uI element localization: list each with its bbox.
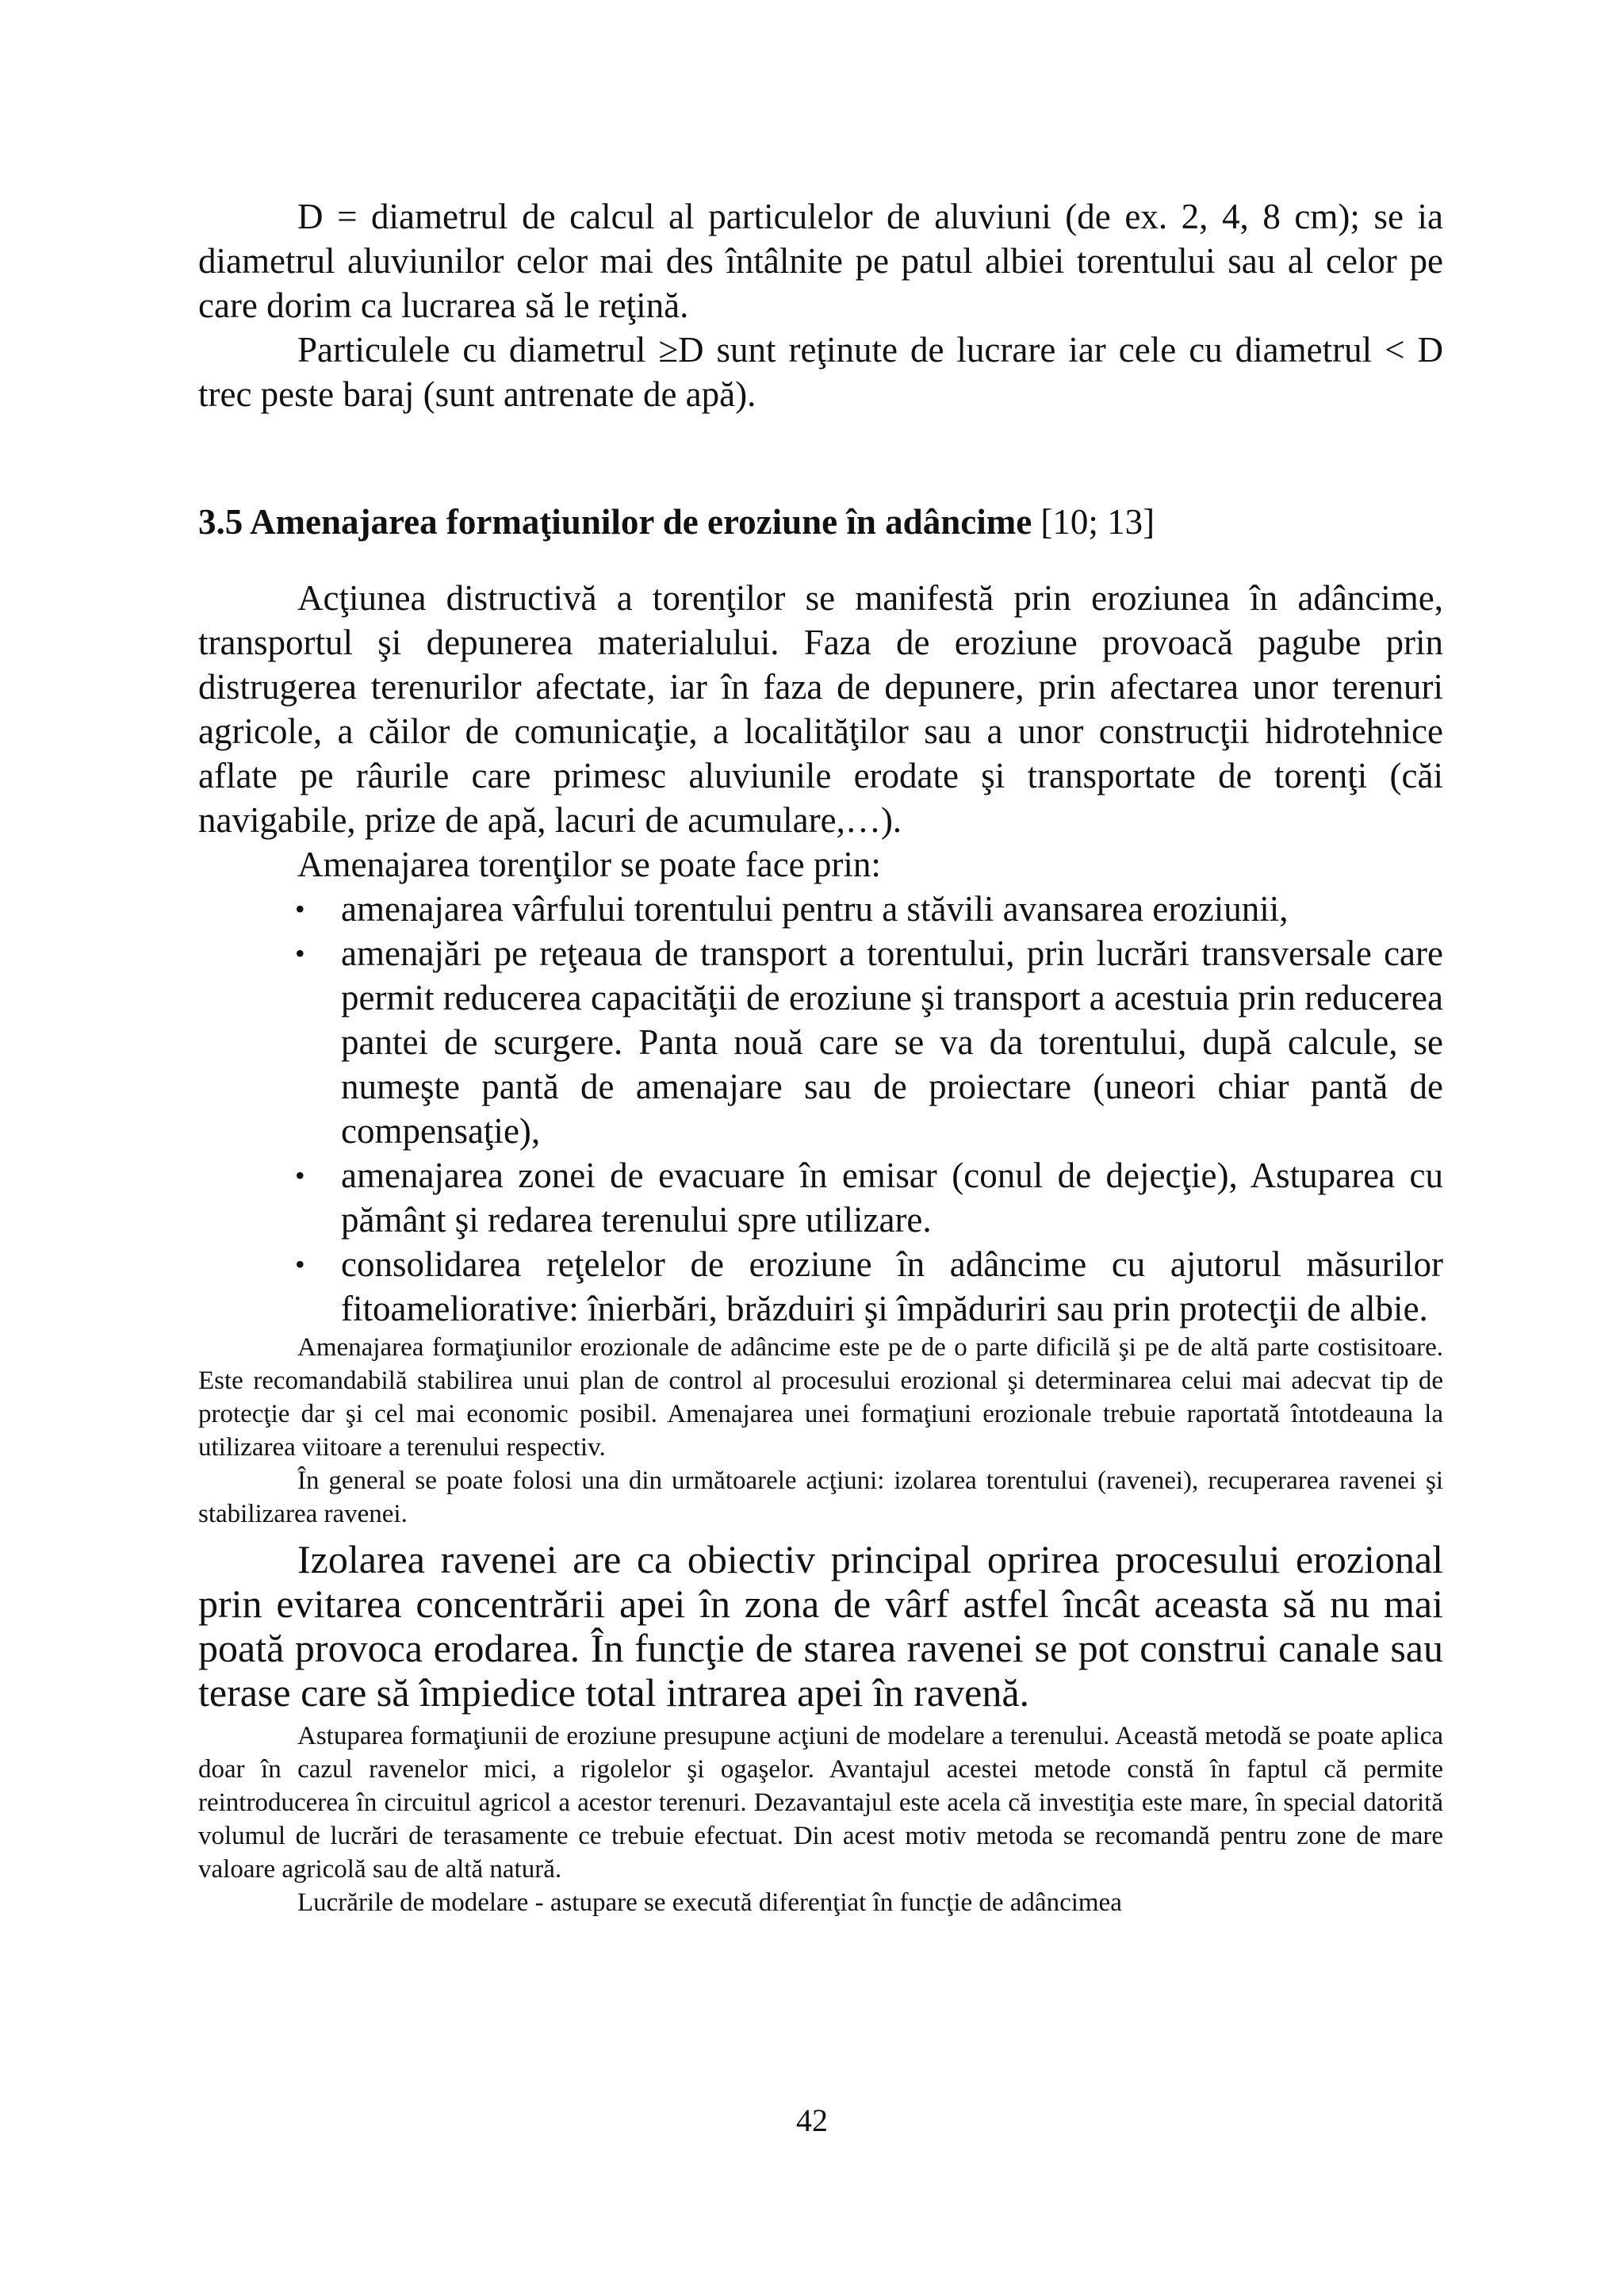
paragraph-ravine-isolation: Izolarea ravenei are ca obiectiv principal oprirea procesului erozional prin evitarea concentrării apei în zona de vârf astfel încât aceasta să nu mai poată provoca erodarea. În funcţie de starea ravenei se pot construi canale sau terase care să împiedice total intrarea apei în ravenă.	[198, 1537, 1443, 1715]
page-content	[198, 194, 1443, 1919]
paragraph-diameter-definition: D = diametrul de calcul al particulelor de aluviuni (de ex. 2, 4, 8 cm); se ia diametrul aluviunilor celor mai des întâlnite pe patul albiei torentului sau al celor pe care dorim ca lucrarea să le reţină.	[198, 197, 1443, 325]
list-item: • amenajarea vârfului torentului pentru a stăvili avansarea eroziunii,	[198, 887, 1443, 931]
measures-list	[198, 887, 1443, 1331]
paragraph-destructive-action: Acţiunea distructivă a torenţilor se manifestă prin eroziunea în adâncime, transportul şi depunerea materialului. Faza de eroziune provoacă pagube prin distrugerea terenurilor afectate, iar în faza de depunere, prin afectarea unor terenuri agricole, a căilor de comunicaţie, a localităţilor sau a unor construcţii hidrotehnice aflate pe râurile care primesc aluviunile erodate şi transportate de torenţi (căi navigabile, prize de apă, lacuri de acumulare,…).	[198, 578, 1443, 840]
paragraph-particles: Particulele cu diametrul ≥D sunt reţinute de lucrare iar cele cu diametrul < D trec peste baraj (sunt antrenate de apă).	[198, 330, 1443, 414]
paragraph-small-actions: În general se poate folosi una din următoarele acţiuni: izolarea torentului (ravenei), recuperarea ravenei şi stabilizarea ravenei.	[198, 1466, 1443, 1528]
section-heading	[198, 500, 1443, 544]
list-item: • consolidarea reţelelor de eroziune în adâncime cu ajutorul măsurilor fitoameliorative: înierbări, brăzduiri şi împăduriri sau prin protecţii de albie.	[198, 1242, 1443, 1331]
section-heading-reference: [10; 13]	[1032, 502, 1155, 542]
paragraph-small-modelling: Lucrările de modelare - astupare se execută diferenţiat în funcţie de adâncimea	[297, 1888, 1122, 1917]
list-item: • amenajarea zonei de evacuare în emisar (conul de dejecţie), Astuparea cu pământ şi redarea terenului spre utilizare.	[198, 1153, 1443, 1242]
paragraph-small-filling: Astuparea formaţiunii de eroziune presupune acţiuni de modelare a terenului. Această metodă se poate aplica doar în cazul ravenelor mici, a rigolelor şi ogaşelor. Avantajul acestei metode constă în faptul că permite reintroducerea în circuitul agricol a acestor terenuri. Dezavantajul este acela că investiţia este mare, în special datorită volumul de lucrări de terasamente ce trebuie efectuat. Din acest motiv metoda se recomandă pentru zone de mare valoare agricolă sau de altă natură.	[198, 1722, 1443, 1884]
bullet-icon: •	[295, 1248, 305, 1280]
paragraph-small-formations: Amenajarea formaţiunilor erozionale de adâncime este pe de o parte dificilă şi pe de altă parte costisitoare. Este recomandabilă stabilirea unui plan de control al procesului erozional şi determinarea celui mai adecvat tip de protecţie dar şi cel mai economic posibil. Amenajarea unei formaţiuni erozionale trebuie raportată întotdeauna la utilizarea viitoare a terenului respectiv.	[198, 1333, 1443, 1462]
bullet-icon: •	[295, 893, 305, 925]
page-number: 42	[796, 2102, 828, 2138]
section-heading-title: 3.5 Amenajarea formaţiunilor de eroziune în adâncime	[198, 502, 1032, 542]
list-item: • amenajări pe reţeaua de transport a torentului, prin lucrări transversale care permit reducerea capacităţii de eroziune şi transport a acestuia prin reducerea pantei de scurgere. Panta nouă care se va da torentului, după calcule, se numeşte pantă de amenajare sau de proiectare (uneori chiar pantă de compensaţie),	[198, 931, 1443, 1153]
paragraph-list-intro: Amenajarea torenţilor se poate face prin:	[297, 845, 881, 884]
bullet-icon: •	[295, 937, 305, 969]
bullet-icon: •	[295, 1159, 305, 1191]
